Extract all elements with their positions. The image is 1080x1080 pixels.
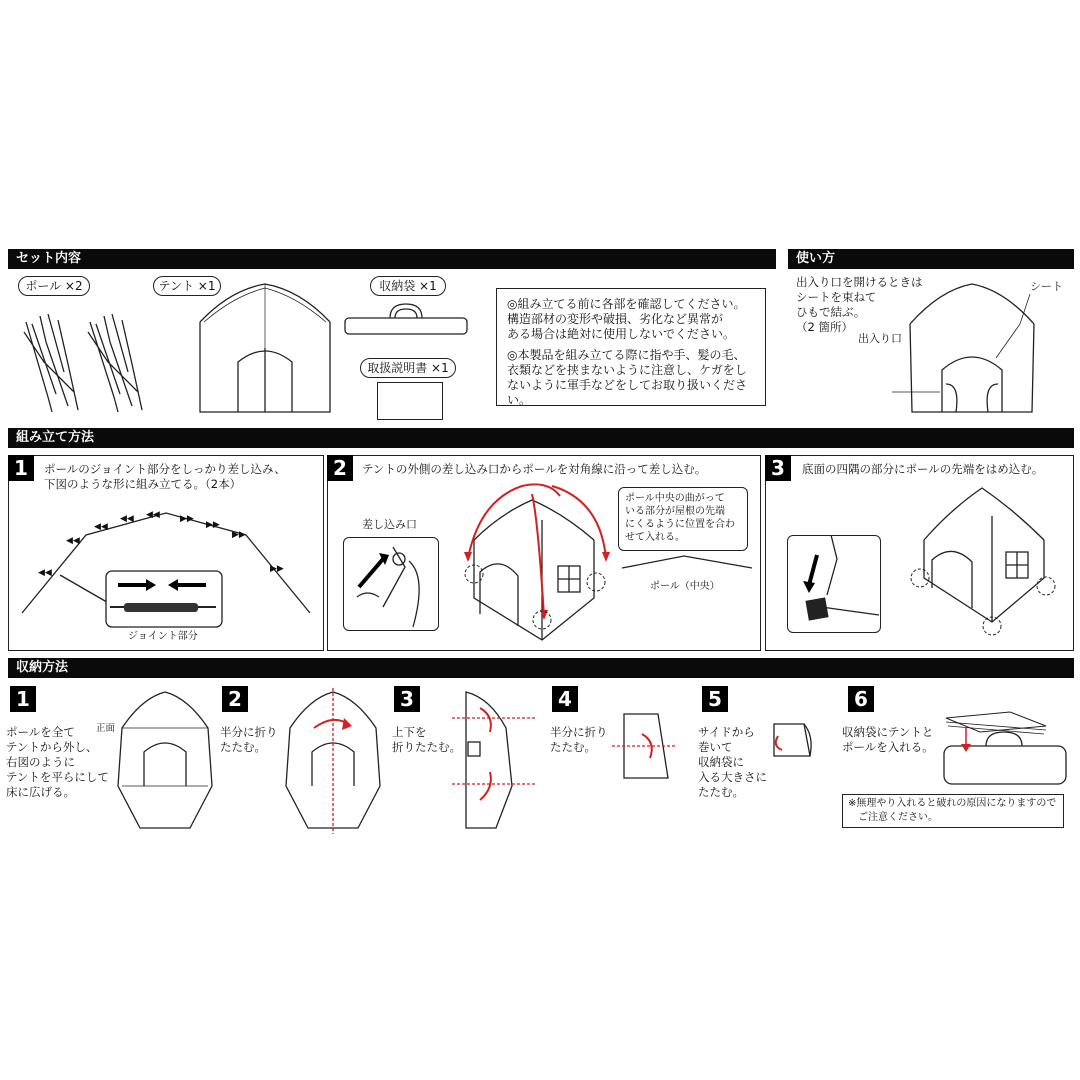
svg-text:◀◀: ◀◀	[120, 514, 134, 524]
assembly-step2-number: 2	[327, 455, 353, 481]
warning-check: ◎組み立てる前に各部を確認してください。 構造部材の変形や破損、劣化など異常が ある場合は絶対に使用しないでください。	[507, 297, 746, 341]
storage-caution-text: ※無理やり入れると破れの原因になりますので ご注意ください。	[848, 798, 1057, 823]
assembly-callout-box	[618, 487, 748, 551]
svg-text:▶▶: ▶▶	[270, 564, 284, 574]
poles-illustration	[18, 302, 148, 417]
section-title-assembly: 組み立て方法	[16, 430, 95, 445]
label-tent: テント ×1	[153, 276, 221, 296]
assembly-callout-text: ポール中央の曲がって いる部分が屋根の先端 にくるように位置を合わ せて入れる。	[625, 493, 735, 543]
section-bar-usage	[788, 249, 1074, 269]
assembly-insert-label: 差し込み口	[362, 518, 417, 531]
usage-sheet-label: シート	[1030, 280, 1063, 293]
storage-step6-bag	[940, 708, 1070, 788]
assembly-step1-text: ポールのジョイント部分をしっかり差し込み、 下図のような形に組み立てる。（2本）	[44, 462, 286, 491]
storage-step2-text: 半分に折り たたむ。	[220, 725, 278, 754]
storage-step3-number: 3	[394, 686, 420, 712]
warnings-box	[496, 288, 766, 406]
assembly-step3-text: 底面の四隅の部分にポールの先端をはめ込む。	[802, 462, 1044, 476]
assembly-joint-label: ジョイント部分	[128, 631, 198, 642]
storage-step2-number: 2	[222, 686, 248, 712]
label-bag: 収納袋 ×1	[370, 276, 446, 296]
label-manual: 取扱説明書 ×1	[360, 358, 456, 378]
section-bar-storage	[8, 658, 1074, 678]
svg-text:▶▶: ▶▶	[206, 520, 220, 530]
bag-illustration	[340, 300, 475, 340]
manual-illustration	[377, 382, 443, 420]
assembly-pole-center-label: ポール（中央）	[650, 581, 720, 592]
storage-step4-text: 半分に折り たたむ。	[550, 725, 608, 754]
assembly-step1-diagram	[20, 505, 320, 645]
storage-step3-fold-tent	[450, 688, 540, 834]
storage-step1-number: 1	[10, 686, 36, 712]
section-title-contents: セット内容	[16, 251, 82, 266]
svg-text:◀◀: ◀◀	[94, 522, 108, 532]
storage-step3-text: 上下を 折りたたむ。	[392, 725, 461, 754]
tent-illustration	[190, 282, 340, 417]
storage-step5-text: サイドから 巻いて 収納袋に 入る大きさに たたむ。	[698, 725, 767, 799]
svg-text:▶▶: ▶▶	[180, 514, 194, 524]
assembly-step3-tent	[910, 480, 1060, 640]
storage-step5-roll-tent	[768, 720, 818, 764]
section-bar-assembly	[8, 428, 1074, 448]
storage-step4-number: 4	[552, 686, 578, 712]
assembly-step2-tent	[460, 480, 610, 645]
storage-step2-fold-tent	[280, 688, 386, 834]
section-bar-contents	[8, 249, 776, 269]
section-title-usage: 使い方	[796, 251, 836, 266]
section-title-storage: 収納方法	[16, 660, 69, 675]
assembly-insert-hand	[343, 537, 437, 629]
assembly-step3-number: 3	[765, 455, 791, 481]
assembly-step2-text: テントの外側の差し込み口からポールを対角線に沿って差し込む。	[362, 462, 707, 476]
usage-tent-illustration	[900, 284, 1040, 416]
usage-text: 出入り口を開けるときは シートを束ねて ひもで結ぶ。 （2 箇所）	[796, 275, 923, 334]
storage-step1-text: ポールを全て テントから外し、 右図のように テントを平らにして 床に広げる。	[6, 725, 109, 799]
storage-step1-flat-tent	[112, 688, 218, 834]
label-pole: ポール ×2	[18, 276, 90, 296]
assembly-corner-detail	[787, 535, 879, 631]
storage-front-label: 正面	[96, 723, 116, 734]
storage-caution-box	[842, 794, 1064, 828]
svg-text:▶▶: ▶▶	[232, 530, 246, 540]
svg-text:◀◀: ◀◀	[38, 568, 52, 578]
storage-step6-number: 6	[848, 686, 874, 712]
assembly-step1-number: 1	[8, 455, 34, 481]
storage-step5-number: 5	[702, 686, 728, 712]
warning-caution: ◎本製品を組み立てる際に指や手、髪の毛、 衣類などを挟まないように注意し、ケガをし ないように軍手などをしてお取り扱いください。	[507, 348, 748, 407]
usage-door-label: 出入り口	[858, 332, 902, 345]
storage-step6-text: 収納袋にテントと ポールを入れる。	[842, 725, 934, 754]
svg-text:◀◀: ◀◀	[66, 536, 80, 546]
svg-text:◀◀: ◀◀	[146, 510, 160, 520]
storage-step4-fold-tent	[612, 712, 676, 784]
